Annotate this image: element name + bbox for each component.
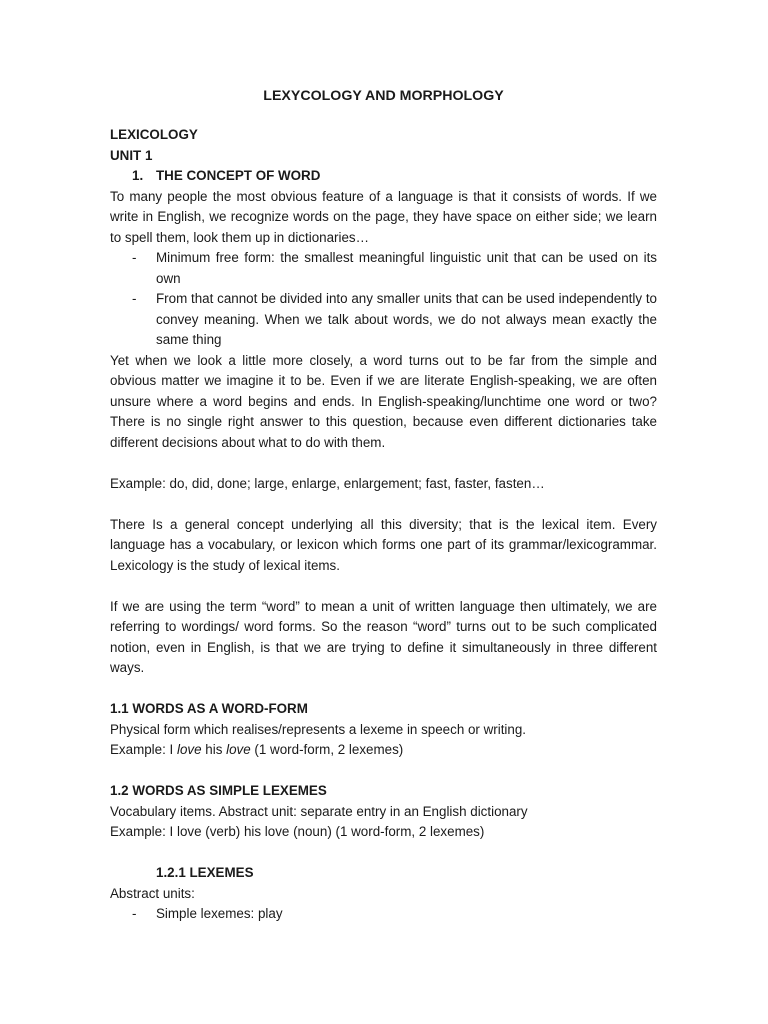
dash-bullet: - [132, 250, 137, 265]
blank-line [110, 576, 657, 597]
blank-line [110, 843, 657, 864]
document-title: LEXYCOLOGY AND MORPHOLOGY [263, 88, 504, 104]
list-item [110, 904, 657, 925]
section-heading: LEXICOLOGY [110, 127, 198, 142]
example-italic: love [176, 742, 202, 757]
paragraph: There Is a general concept underlying all this diversity; that is the lexical item. Every language has a vocabulary, or lexicon which forms one part of its grammar/lexicogrammar. Lexicology is the study of lexical items. [110, 516, 657, 573]
paragraph: If we are using the term “word” to mean a unit of written language then ultimately, we are referring to wordings/ word forms. So the reason “word” turns out to be such complicated notion, even in English, is that we are trying to define it simultaneously in three different ways. [110, 598, 657, 675]
dash-bullet: - [132, 291, 137, 306]
example-text: his [201, 742, 227, 757]
blank-line [110, 679, 657, 700]
example-line: Example: I love (verb) his love (noun) (1 word-form, 2 lexemes) [110, 824, 485, 839]
definition-line: Physical form which realises/represents a lexeme in speech or writing. [110, 721, 527, 737]
numbered-heading [110, 166, 657, 187]
example-italic: love [226, 742, 251, 757]
list-item-text: From that cannot be divided into any smaller units that can be used independently to convey meaning. When we talk about words, we do not always mean exactly the same thing [156, 291, 657, 347]
blank-line [110, 453, 657, 474]
example-line: Example: do, did, done; large, enlarge, enlargement; fast, faster, fasten… [110, 475, 545, 491]
definition-line: Vocabulary items. Abstract unit: separate entry in an English dictionary [110, 803, 528, 819]
paragraph: Yet when we look a little more closely, a word turns out to be far from the simple and obvious matter we imagine it to be. Even if we are literate English-speaking, we are often unsure where a word begins and ends. In English-speaking/lunchtime one word or two? There is no single right answer to this question, because even different dictionaries take different decisions about what to do with them. [110, 352, 657, 450]
definition-line: Abstract units: [110, 885, 195, 901]
paragraph: To many people the most obvious feature of a language is that it consists of words. If we write in English, we recognize words on the page, they have space on either side; we learn to spell them, look them up in dictionaries… [110, 188, 657, 245]
example-line [110, 740, 657, 761]
unit-heading: UNIT 1 [110, 147, 153, 163]
example-text: (1 word-form, 2 lexemes) [250, 742, 404, 757]
example-text: Example: I [110, 742, 177, 757]
list-item [110, 248, 657, 289]
subsubsection-heading: 1.2.1 LEXEMES [156, 865, 254, 880]
subsection-heading: 1.2 WORDS AS SIMPLE LEXEMES [110, 783, 327, 798]
subsection-heading: 1.1 WORDS AS A WORD-FORM [110, 701, 308, 716]
dash-bullet: - [132, 906, 137, 921]
list-item-text: Minimum free form: the smallest meaningful linguistic unit that can be used on its own [156, 250, 657, 286]
list-item-text: Simple lexemes: play [156, 906, 283, 921]
heading-number: 1. [132, 168, 144, 183]
blank-line [110, 494, 657, 515]
heading-text: THE CONCEPT OF WORD [156, 168, 321, 183]
document-body [110, 86, 657, 925]
blank-line [110, 761, 657, 782]
list-item [110, 289, 657, 351]
